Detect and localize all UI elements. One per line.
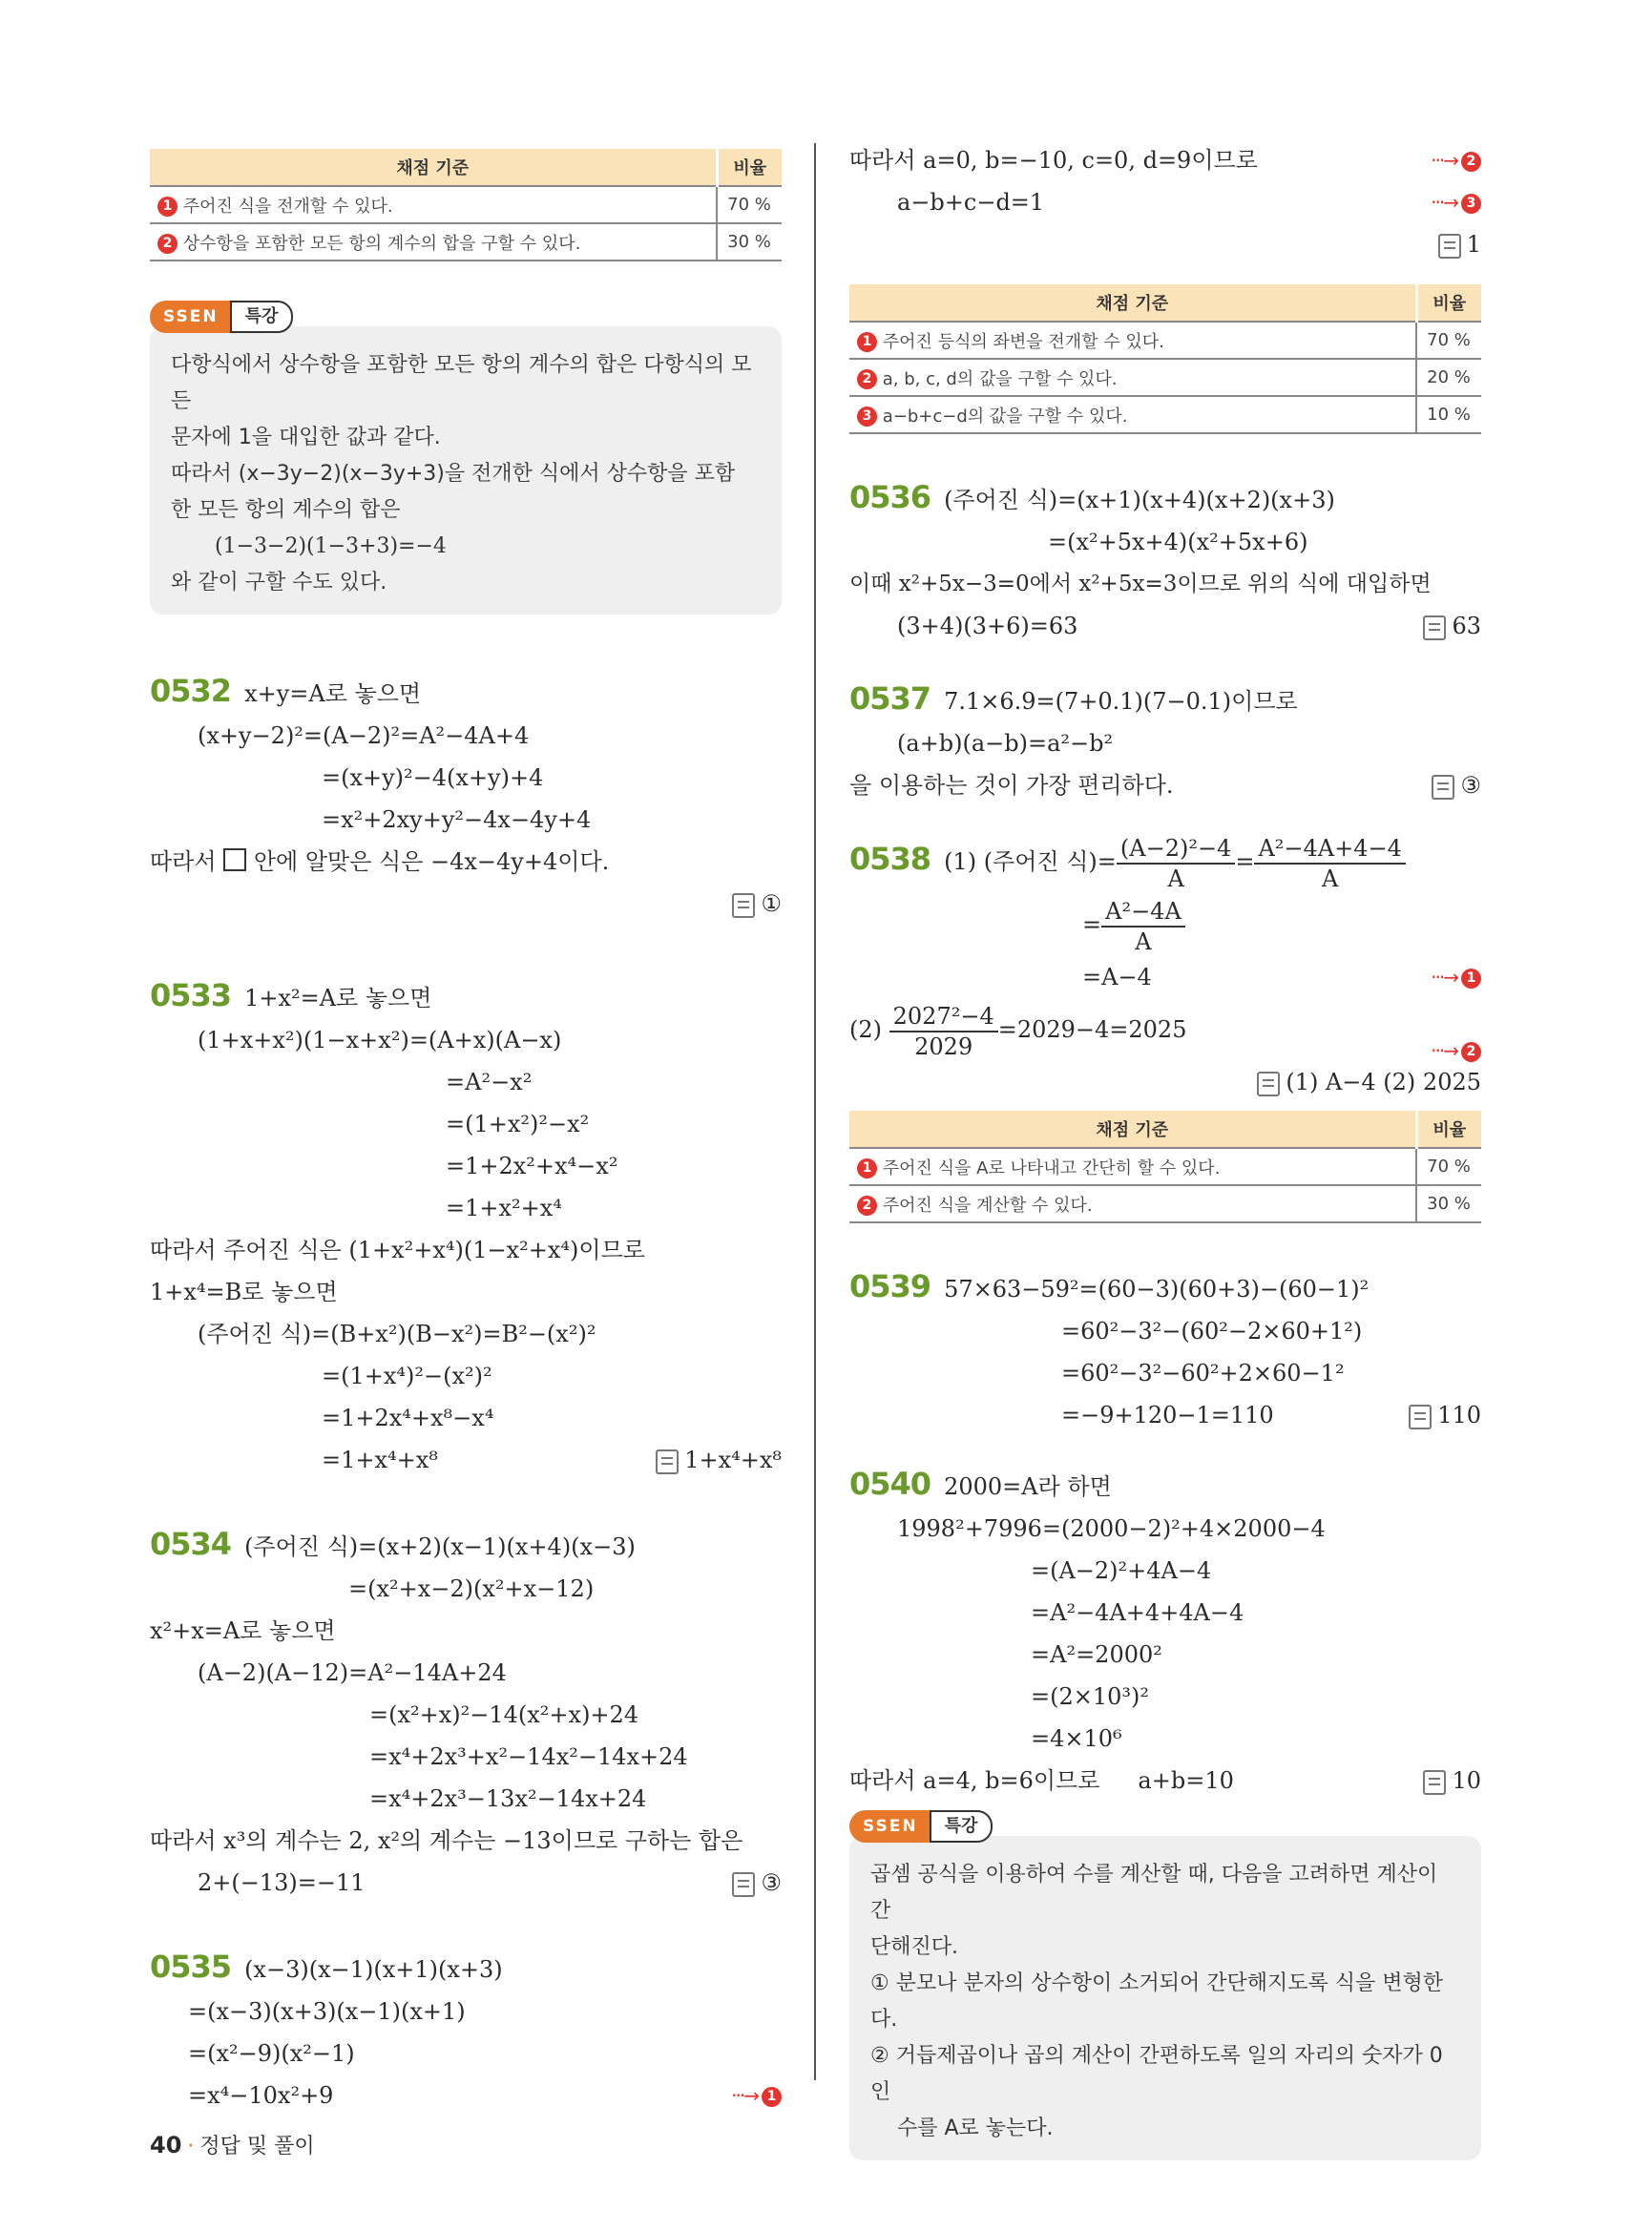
- answer: ①: [732, 883, 782, 925]
- grading-table-3: [849, 1111, 1481, 1223]
- answer-icon: [1432, 775, 1454, 800]
- page-number: 40: [150, 2132, 182, 2158]
- answer-icon: [1409, 1405, 1432, 1429]
- fraction: $\frac{\text{(A−2)²−4}}{A}$: [1117, 834, 1235, 893]
- fraction: $\frac{\text{A²−4A}}{A}$: [1101, 897, 1185, 956]
- answer: 1: [1438, 223, 1481, 265]
- tip-tag: SSEN 특강: [150, 300, 293, 334]
- answer-icon: [1257, 1072, 1280, 1096]
- header-criteria: 채점 기준: [849, 284, 1416, 322]
- problem-number: 0533: [150, 977, 232, 1013]
- page-footer: [150, 2130, 315, 2159]
- rate: 20 %: [1416, 359, 1481, 396]
- problem-0539: 0539 57×63−59²=(60−3)(60+3)−(60−1)² =60²−3²−(60²−2×60+1²) =60²−3²−60²+2×60−1² =−9+120−1=110 110: [849, 1265, 1481, 1436]
- right-column: [849, 143, 1481, 2160]
- problem-0538: 0538 (1) (주어진 식)= $\frac{\text{(A−2)²−4}}{A}$ = $\frac{\text{A²−4A+4−4}}{A}$ = $\frac{\text{A²−4A}}{A}$ =A−4 ···→ 1 (2) $\frac{\text{2027²−4}}{2029}$ =2029−4=2025 ···→ 2 (1) A−4 (2) 2025: [849, 827, 1481, 1103]
- answer-icon: [1423, 615, 1446, 640]
- problem-number: 0532: [150, 673, 232, 709]
- left-column: [150, 143, 782, 2116]
- criterion: 2 주어진 식을 계산할 수 있다.: [849, 1185, 1416, 1222]
- fraction: $\frac{\text{2027²−4}}{2029}$: [889, 1002, 998, 1061]
- problem-0533: 0533 1+x²=A로 놓으면 (1+x+x²)(1−x+x²)=(A+x)(A−x) =A²−x² =(1+x²)²−x² =1+2x²+x⁴−x² =1+x²+x⁴ 따라서 주어진 식은 (1+x²+x⁴)(1−x²+x⁴)이므로 1+x⁴=B로 놓으면 (주어진 식)=(B+x²)(B−x²)=B²−(x²)² =(1+x⁴)²−(x²)² =1+2x⁴+x⁸−x⁴ =1+x⁴+x⁸ 1+x⁴+x⁸: [150, 974, 782, 1481]
- answer-icon: [1438, 234, 1461, 259]
- criterion: 1 주어진 식을 전개할 수 있다.: [150, 186, 717, 223]
- problem-number: 0540: [849, 1466, 931, 1502]
- tip-body: 곱셈 공식을 이용하여 수를 계산할 때, 다음을 고려하면 계산이 간 단해진다. ① 분모나 분자의 상수항이 소거되어 간단해지도록 식을 변형한다. ② 거듭제곱이나 곱의 계산이 간편하도록 일의 자리의 숫자가 0인 수를 A로 놓는다.: [849, 1836, 1481, 2160]
- problem-0532: 0532 x+y=A로 놓으면 (x+y−2)²=(A−2)²=A²−4A+4 =(x+y)²−4(x+y)+4 =x²+2xy+y²−4x−4y+4 따라서 안에 알맞은 식은 −4x−4y+4이다. ①: [150, 670, 782, 925]
- problem-number: 0539: [849, 1268, 931, 1304]
- tip-body: 다항식에서 상수항을 포함한 모든 항의 계수의 합은 다항식의 모든 문자에 1을 대입한 값과 같다. 따라서 (x−3y−2)(x−3y+3)을 전개한 식에서 상수항을 포함 한 모든 항의 계수의 합은 (1−3−2)(1−3+3)=−4 와 같이 구할 수도 있다.: [150, 326, 782, 615]
- rate: 30 %: [1416, 1185, 1481, 1222]
- header-criteria: 채점 기준: [150, 149, 717, 186]
- answer: ③: [1432, 764, 1481, 806]
- header-criteria: 채점 기준: [849, 1111, 1416, 1148]
- problem-0540: 0540 2000=A라 하면 1998²+7996=(2000−2)²+4×2000−4 =(A−2)²+4A−4 =A²−4A+4+4A−4 =A²=2000² =(2×10³)² =4×10⁶ 따라서 a=4, b=6이므로 a+b=10 10: [849, 1463, 1481, 1802]
- answer-icon: [732, 893, 755, 918]
- problem-number: 0535: [150, 1949, 232, 1985]
- answer: 110: [1409, 1394, 1481, 1436]
- criterion: 1 주어진 식을 A로 나타내고 간단히 할 수 있다.: [849, 1148, 1416, 1185]
- problem-0534: 0534 (주어진 식)=(x+2)(x−1)(x+4)(x−3) =(x²+x−2)(x²+x−12) x²+x=A로 놓으면 (A−2)(A−12)=A²−14A+24 =(x²+x)²−14(x²+x)+24 =x⁴+2x³+x²−14x²−14x+24 =x⁴+2x³−13x²−14x+24 따라서 x³의 계수는 2, x²의 계수는 −13이므로 구하는 합은 2+(−13)=−11 ③: [150, 1523, 782, 1904]
- footer-label: 정답 및 풀이: [199, 2135, 315, 2158]
- criterion: 2 상수항을 포함한 모든 항의 계수의 합을 구할 수 있다.: [150, 223, 717, 261]
- answer: 10: [1423, 1760, 1481, 1802]
- answer: 63: [1423, 605, 1481, 647]
- tip-tag: SSEN 특강: [849, 1809, 993, 1844]
- answer: ③: [732, 1862, 782, 1904]
- grading-table-2: [849, 284, 1481, 434]
- blank-box: [223, 848, 246, 871]
- step-marker: ···→ 1: [731, 2075, 782, 2116]
- step-marker: ···→ 1: [1431, 956, 1481, 998]
- grading-table-1: [150, 149, 782, 261]
- rate: 30 %: [717, 223, 782, 261]
- answer-icon: [1423, 1770, 1446, 1795]
- criterion: 2 a, b, c, d의 값을 구할 수 있다.: [849, 359, 1416, 396]
- answer: (1) A−4 (2) 2025: [1257, 1061, 1481, 1103]
- problem-0537: 0537 7.1×6.9=(7+0.1)(7−0.1)이므로 (a+b)(a−b)=a²−b² 을 이용하는 것이 가장 편리하다. ③: [849, 678, 1481, 806]
- step-marker: ···→ 2: [1431, 139, 1481, 181]
- answer: 1+x⁴+x⁸: [656, 1439, 782, 1481]
- header-rate: 비율: [717, 149, 782, 186]
- tip-box-2: [849, 1809, 1481, 2160]
- problem-number: 0538: [849, 841, 931, 877]
- rate: 10 %: [1416, 396, 1481, 433]
- rate: 70 %: [1416, 1148, 1481, 1185]
- rate: 70 %: [1416, 322, 1481, 359]
- header-rate: 비율: [1416, 284, 1481, 322]
- answer-icon: [656, 1449, 679, 1474]
- step-marker: ···→ 3: [1431, 181, 1481, 223]
- criterion: 1 주어진 등식의 좌변을 전개할 수 있다.: [849, 322, 1416, 359]
- problem-number: 0536: [849, 479, 931, 515]
- problem-0536: 0536 (주어진 식)=(x+1)(x+4)(x+2)(x+3) =(x²+5x+4)(x²+5x+6) 이때 x²+5x−3=0에서 x²+5x=3이므로 위의 식에 대입하면 (3+4)(3+6)=63 63: [849, 476, 1481, 647]
- tip-box-1: [150, 300, 782, 615]
- rate: 70 %: [717, 186, 782, 223]
- problem-0535: 0535 (x−3)(x−1)(x+1)(x+3) =(x−3)(x+3)(x−1)(x+1) =(x²−9)(x²−1) =x⁴−10x²+9 ···→ 1: [150, 1946, 782, 2116]
- problem-number: 0537: [849, 680, 931, 717]
- problem-0535-cont: 따라서 a=0, b=−10, c=0, d=9이므로 ···→ 2 a−b+c−d=1 ···→ 3 1: [849, 139, 1481, 265]
- column-divider: [814, 143, 816, 2080]
- problem-number: 0534: [150, 1526, 232, 1562]
- fraction: $\frac{\text{A²−4A+4−4}}{A}$: [1254, 834, 1405, 893]
- criterion: 3 a−b+c−d의 값을 구할 수 있다.: [849, 396, 1416, 433]
- step-marker: ···→ 2: [1431, 1019, 1481, 1082]
- answer-icon: [732, 1872, 755, 1897]
- header-rate: 비율: [1416, 1111, 1481, 1148]
- separator-dot: ·: [187, 2135, 195, 2158]
